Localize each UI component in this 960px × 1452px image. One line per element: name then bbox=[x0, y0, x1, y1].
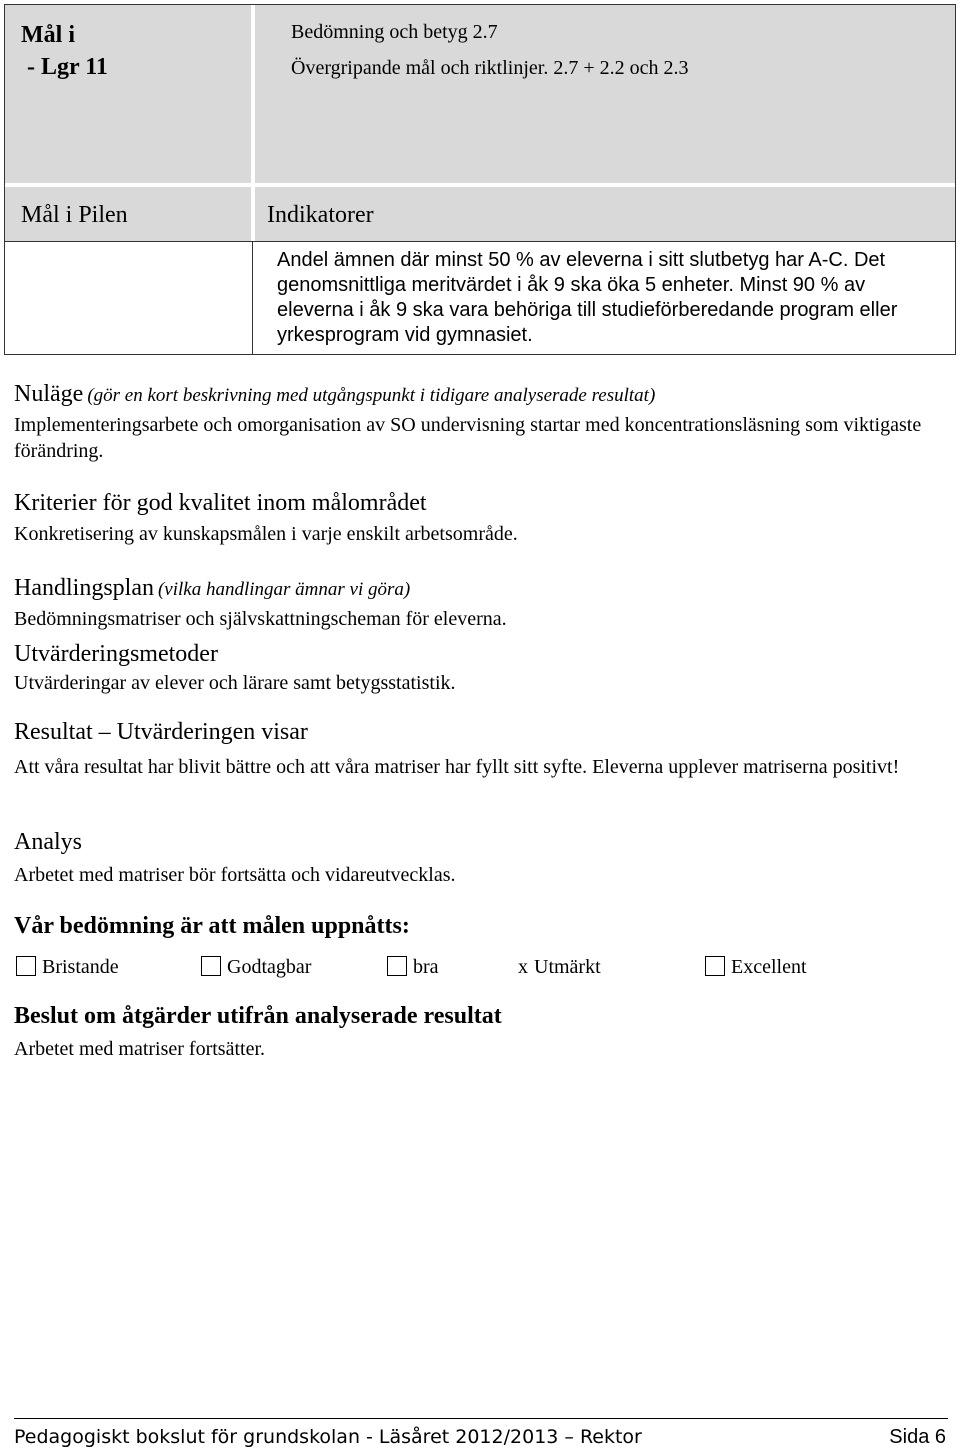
handlingsplan-subheading: (vilka handlingar ämnar vi göra) bbox=[157, 579, 411, 600]
goal-description-cell bbox=[255, 5, 955, 185]
analys-heading: Analys bbox=[14, 829, 82, 855]
option-godtagbar[interactable] bbox=[201, 955, 311, 979]
kriterier-section bbox=[14, 489, 948, 547]
godtagbar-label: Godtagbar bbox=[227, 956, 312, 978]
utmarkt-selected-mark: x bbox=[518, 956, 528, 978]
footer-title: Pedagogiskt bokslut för grundskolan - Läsåret 2012/2013 – Rektor bbox=[14, 1426, 642, 1448]
indicator-text-cell bbox=[253, 241, 955, 354]
nulage-text: Implementeringsarbete och omorganisation av SO undervisning startar med koncentrationsläsning som viktigaste förändring. bbox=[14, 414, 922, 462]
handlingsplan-text: Bedömningsmatriser och självskattningscheman för eleverna. bbox=[14, 608, 507, 630]
option-bristande[interactable] bbox=[16, 955, 119, 979]
kriterier-heading: Kriterier för god kvalitet inom målområdet bbox=[14, 490, 427, 516]
bristande-checkbox[interactable] bbox=[16, 956, 36, 976]
nulage-subheading: (gör en kort beskrivning med utgångspunkt i tidigare analyserade resultat) bbox=[87, 385, 656, 406]
bristande-label: Bristande bbox=[42, 956, 119, 978]
kriterier-text: Konkretisering av kunskapsmålen i varje enskilt arbetsområde. bbox=[14, 523, 518, 545]
indicator-header-cell bbox=[255, 187, 955, 241]
resultat-text: Att våra resultat har blivit bättre och att våra matriser har fyllt sitt syfte. Eleverna upplever matriserna positivt! bbox=[14, 756, 900, 778]
bedomning-heading: Vår bedömning är att målen uppnåtts: bbox=[14, 913, 410, 939]
beslut-text: Arbetet med matriser fortsätter. bbox=[14, 1038, 266, 1060]
bra-label: bra bbox=[413, 956, 439, 978]
goal-cell bbox=[5, 5, 253, 185]
resultat-heading: Resultat – Utvärderingen visar bbox=[14, 719, 308, 745]
excellent-checkbox[interactable] bbox=[705, 956, 725, 976]
indicator-text: Andel ämnen där minst 50 % av eleverna i sitt slutbetyg har A-C. Det genomsnittliga meritvärdet i åk 9 ska öka 5 enheter. Minst 90 % av eleverna i åk 9 ska vara behöriga till studieförberedande program eller yrkesprogram vid gymnasiet. bbox=[277, 249, 898, 346]
godtagbar-checkbox[interactable] bbox=[201, 956, 221, 976]
utvarderingsmetoder-section bbox=[14, 640, 948, 696]
nulage-section bbox=[14, 380, 948, 464]
bra-checkbox[interactable] bbox=[387, 956, 407, 976]
pilen-value-cell bbox=[5, 241, 253, 354]
footer-divider bbox=[14, 1418, 948, 1419]
utmarkt-label: Utmärkt bbox=[534, 956, 601, 978]
indicator-header: Indikatorer bbox=[267, 202, 374, 228]
handlingsplan-heading: Handlingsplan bbox=[14, 575, 154, 601]
pilen-header: Mål i Pilen bbox=[21, 202, 128, 228]
page-number: Sida 6 bbox=[889, 1426, 946, 1448]
resultat-section bbox=[14, 718, 948, 780]
goals-table bbox=[4, 4, 956, 355]
analys-section bbox=[14, 828, 948, 888]
pilen-header-cell bbox=[5, 187, 253, 241]
utvarderingsmetoder-heading: Utvärderingsmetoder bbox=[14, 641, 218, 667]
option-utmarkt[interactable] bbox=[518, 955, 601, 979]
option-excellent[interactable] bbox=[705, 955, 807, 979]
option-bra[interactable] bbox=[387, 955, 439, 979]
nulage-heading: Nuläge bbox=[14, 381, 84, 407]
assessment-line: Bedömning och betyg 2.7 bbox=[291, 21, 498, 43]
overall-goals-line: Övergripande mål och riktlinjer. 2.7 + 2.2 och 2.3 bbox=[291, 57, 689, 79]
analys-text: Arbetet med matriser bör fortsätta och vidareutvecklas. bbox=[14, 864, 456, 886]
bedomning-section bbox=[14, 912, 948, 940]
utvarderingsmetoder-text: Utvärderingar av elever och lärare samt betygsstatistik. bbox=[14, 672, 456, 694]
beslut-section bbox=[14, 1002, 948, 1062]
handlingsplan-section bbox=[14, 574, 948, 632]
beslut-heading: Beslut om åtgärder utifrån analyserade resultat bbox=[14, 1003, 502, 1029]
goal-title: Mål i - Lgr 11 bbox=[21, 22, 108, 80]
excellent-label: Excellent bbox=[731, 956, 807, 978]
